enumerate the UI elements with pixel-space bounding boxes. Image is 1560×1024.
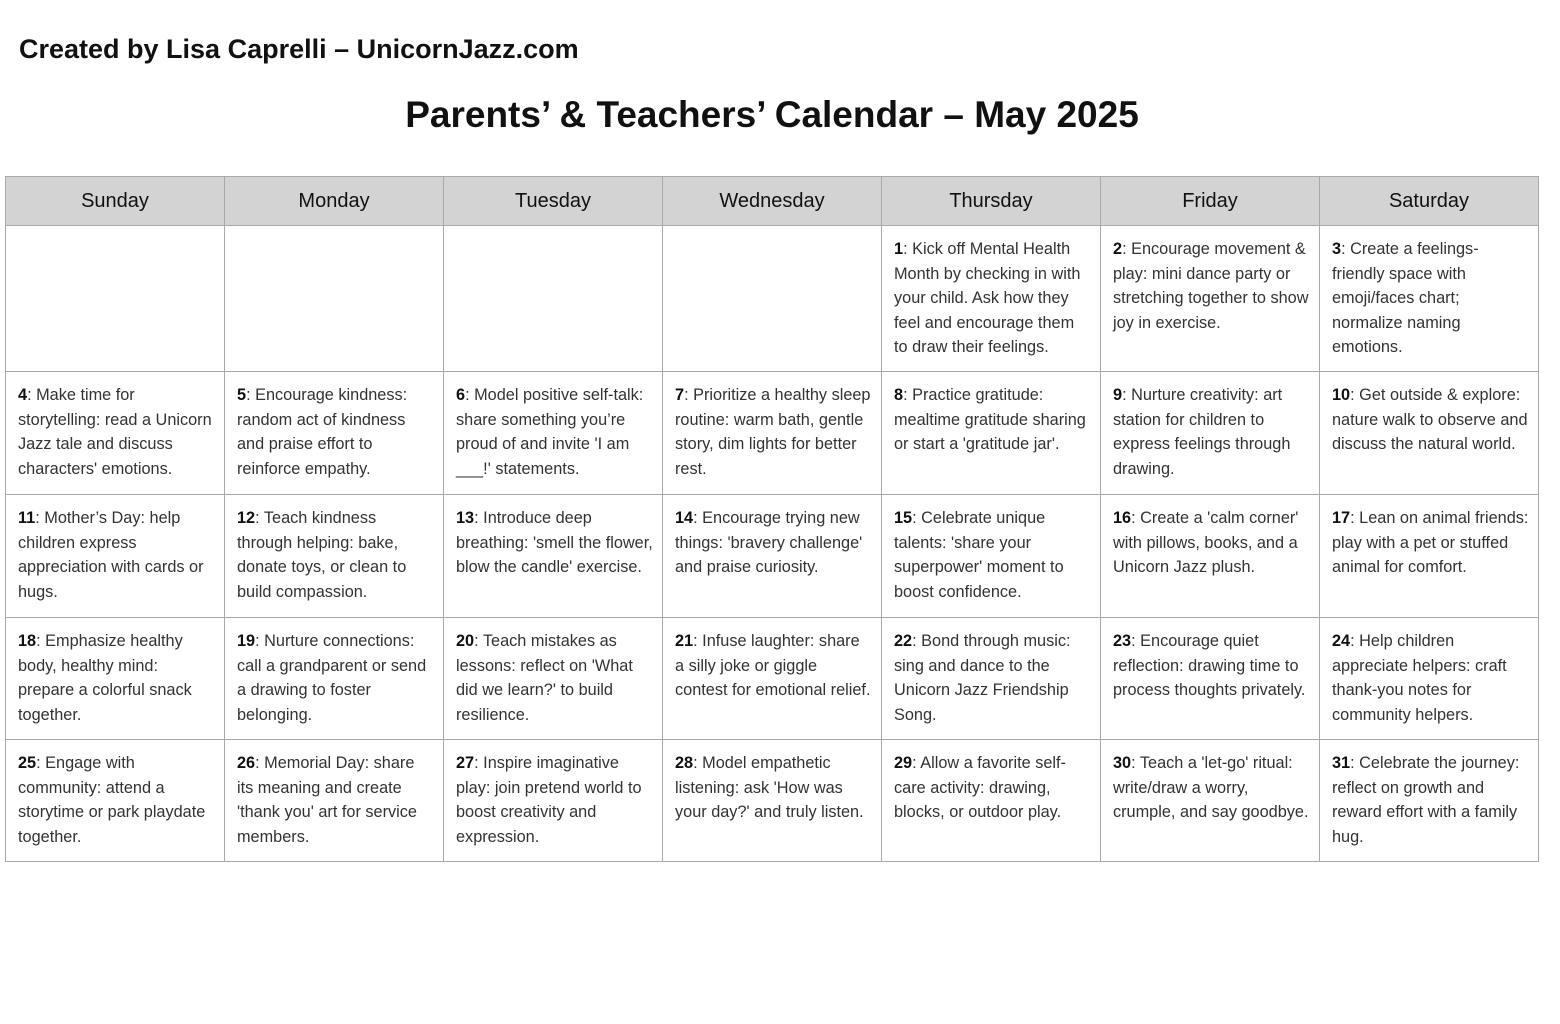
day-activity-text: : Model empathetic listening: ask 'How was your day?' and truly listen. bbox=[675, 754, 864, 821]
credit-line: Created by Lisa Caprelli – UnicornJazz.com bbox=[19, 34, 579, 64]
calendar-day-cell bbox=[1320, 495, 1539, 618]
day-number: 2 bbox=[1113, 240, 1123, 258]
day-number: 14 bbox=[675, 509, 694, 527]
day-number: 23 bbox=[1113, 632, 1132, 650]
day-activity-text: : Kick off Mental Health Month by checking in with your child. Ask how they feel and encourage them to draw their feelings. bbox=[894, 240, 1081, 356]
calendar-day-cell bbox=[882, 226, 1101, 372]
calendar-day-cell-empty bbox=[225, 226, 444, 372]
day-number: 21 bbox=[675, 632, 694, 650]
calendar-day-cell bbox=[1320, 226, 1539, 372]
day-activity-text: : Encourage movement & play: mini dance party or stretching together to show joy in exercise. bbox=[1113, 240, 1309, 332]
calendar-day-cell bbox=[1320, 740, 1539, 862]
calendar-day-cell bbox=[663, 372, 882, 495]
weekday-header-wednesday: Wednesday bbox=[663, 177, 882, 226]
day-number: 24 bbox=[1332, 632, 1351, 650]
day-activity-text: : Create a 'calm corner' with pillows, books, and a Unicorn Jazz plush. bbox=[1113, 509, 1299, 576]
day-number: 20 bbox=[456, 632, 475, 650]
day-activity-text: : Teach a 'let-go' ritual: write/draw a worry, crumple, and say goodbye. bbox=[1113, 754, 1309, 821]
calendar-day-cell bbox=[663, 740, 882, 862]
day-activity-text: : Make time for storytelling: read a Unicorn Jazz tale and discuss characters' emotions. bbox=[18, 386, 212, 478]
day-activity-text: : Encourage trying new things: 'bravery challenge' and praise curiosity. bbox=[675, 509, 863, 576]
day-number: 19 bbox=[237, 632, 256, 650]
weekday-header-tuesday: Tuesday bbox=[444, 177, 663, 226]
day-activity-text: : Create a feelings-friendly space with emoji/faces chart; normalize naming emotions. bbox=[1332, 240, 1479, 356]
day-activity-text: : Get outside & explore: nature walk to observe and discuss the natural world. bbox=[1332, 386, 1528, 453]
day-activity-text: : Lean on animal friends: play with a pet or stuffed animal for comfort. bbox=[1332, 509, 1529, 576]
day-activity-text: : Memorial Day: share its meaning and create 'thank you' art for service members. bbox=[237, 754, 417, 846]
day-number: 1 bbox=[894, 240, 904, 258]
calendar-day-cell bbox=[6, 372, 225, 495]
calendar-day-cell bbox=[6, 740, 225, 862]
day-activity-text: : Engage with community: attend a storytime or park playdate together. bbox=[18, 754, 206, 846]
day-activity-text: : Celebrate unique talents: 'share your superpower' moment to boost confidence. bbox=[894, 509, 1064, 601]
calendar-day-cell bbox=[444, 372, 663, 495]
day-number: 3 bbox=[1332, 240, 1342, 258]
calendar-day-cell bbox=[882, 618, 1101, 740]
calendar-day-cell bbox=[882, 372, 1101, 495]
day-activity-text: : Encourage kindness: random act of kindness and praise effort to reinforce empathy. bbox=[237, 386, 408, 478]
calendar-table bbox=[5, 176, 1539, 862]
day-number: 27 bbox=[456, 754, 475, 772]
calendar-day-cell bbox=[1101, 226, 1320, 372]
day-activity-text: : Introduce deep breathing: 'smell the flower, blow the candle' exercise. bbox=[456, 509, 653, 576]
day-number: 8 bbox=[894, 386, 904, 404]
day-number: 25 bbox=[18, 754, 37, 772]
day-activity-text: : Inspire imaginative play: join pretend world to boost creativity and expression. bbox=[456, 754, 642, 846]
calendar-day-cell bbox=[1101, 618, 1320, 740]
day-activity-text: : Model positive self-talk: share something you’re proud of and invite 'I am ___!' statements. bbox=[456, 386, 644, 478]
day-number: 11 bbox=[18, 509, 36, 527]
calendar-week-row bbox=[6, 226, 1539, 372]
weekday-header-row bbox=[6, 177, 1539, 226]
day-activity-text: : Practice gratitude: mealtime gratitude sharing or start a 'gratitude jar'. bbox=[894, 386, 1086, 453]
day-number: 13 bbox=[456, 509, 475, 527]
day-number: 6 bbox=[456, 386, 466, 404]
calendar-day-cell bbox=[1101, 740, 1320, 862]
day-number: 17 bbox=[1332, 509, 1351, 527]
day-activity-text: : Nurture connections: call a grandparent or send a drawing to foster belonging. bbox=[237, 632, 427, 724]
day-number: 18 bbox=[18, 632, 37, 650]
calendar-day-cell bbox=[6, 495, 225, 618]
calendar-day-cell bbox=[444, 495, 663, 618]
calendar-day-cell bbox=[882, 495, 1101, 618]
calendar-day-cell bbox=[882, 740, 1101, 862]
day-number: 31 bbox=[1332, 754, 1351, 772]
day-activity-text: : Nurture creativity: art station for children to express feelings through drawing. bbox=[1113, 386, 1291, 478]
day-number: 16 bbox=[1113, 509, 1132, 527]
day-activity-text: : Bond through music: sing and dance to the Unicorn Jazz Friendship Song. bbox=[894, 632, 1071, 724]
day-number: 9 bbox=[1113, 386, 1123, 404]
calendar-day-cell bbox=[663, 495, 882, 618]
day-number: 15 bbox=[894, 509, 913, 527]
calendar-day-cell-empty bbox=[663, 226, 882, 372]
calendar-week-row bbox=[6, 372, 1539, 495]
calendar-day-cell bbox=[663, 618, 882, 740]
day-number: 28 bbox=[675, 754, 694, 772]
day-activity-text: : Mother’s Day: help children express appreciation with cards or hugs. bbox=[18, 509, 204, 601]
calendar-day-cell bbox=[444, 740, 663, 862]
page-title: Parents’ & Teachers’ Calendar – May 2025 bbox=[405, 94, 1139, 135]
calendar-day-cell bbox=[1101, 372, 1320, 495]
day-activity-text: : Infuse laughter: share a silly joke or giggle contest for emotional relief. bbox=[675, 632, 871, 699]
calendar-day-cell bbox=[6, 618, 225, 740]
calendar-day-cell bbox=[1320, 372, 1539, 495]
day-activity-text: : Emphasize healthy body, healthy mind: prepare a colorful snack together. bbox=[18, 632, 192, 724]
weekday-header-sunday: Sunday bbox=[6, 177, 225, 226]
calendar-day-cell bbox=[225, 495, 444, 618]
day-number: 22 bbox=[894, 632, 913, 650]
calendar-day-cell-empty bbox=[6, 226, 225, 372]
calendar-day-cell bbox=[1320, 618, 1539, 740]
weekday-header-thursday: Thursday bbox=[882, 177, 1101, 226]
day-activity-text: : Prioritize a healthy sleep routine: warm bath, gentle story, dim lights for better rest. bbox=[675, 386, 871, 478]
calendar-week-row bbox=[6, 495, 1539, 618]
day-number: 5 bbox=[237, 386, 247, 404]
calendar-day-cell-empty bbox=[444, 226, 663, 372]
day-activity-text: : Celebrate the journey: reflect on growth and reward effort with a family hug. bbox=[1332, 754, 1520, 846]
day-number: 12 bbox=[237, 509, 256, 527]
weekday-header-monday: Monday bbox=[225, 177, 444, 226]
day-number: 7 bbox=[675, 386, 685, 404]
day-activity-text: : Allow a favorite self-care activity: drawing, blocks, or outdoor play. bbox=[894, 754, 1066, 821]
calendar-week-row bbox=[6, 740, 1539, 862]
calendar-day-cell bbox=[1101, 495, 1320, 618]
calendar-day-cell bbox=[444, 618, 663, 740]
calendar-day-cell bbox=[225, 372, 444, 495]
weekday-header-saturday: Saturday bbox=[1320, 177, 1539, 226]
calendar-day-cell bbox=[225, 618, 444, 740]
day-activity-text: : Teach kindness through helping: bake, donate toys, or clean to build compassion. bbox=[237, 509, 407, 601]
day-number: 29 bbox=[894, 754, 913, 772]
day-number: 4 bbox=[18, 386, 28, 404]
day-activity-text: : Help children appreciate helpers: craft thank-you notes for community helpers. bbox=[1332, 632, 1507, 724]
day-activity-text: : Teach mistakes as lessons: reflect on 'What did we learn?' to build resilience. bbox=[456, 632, 633, 724]
calendar-week-row bbox=[6, 618, 1539, 740]
day-activity-text: : Encourage quiet reflection: drawing time to process thoughts privately. bbox=[1113, 632, 1306, 699]
day-number: 10 bbox=[1332, 386, 1351, 404]
day-number: 30 bbox=[1113, 754, 1132, 772]
weekday-header-friday: Friday bbox=[1101, 177, 1320, 226]
calendar-day-cell bbox=[225, 740, 444, 862]
day-number: 26 bbox=[237, 754, 256, 772]
